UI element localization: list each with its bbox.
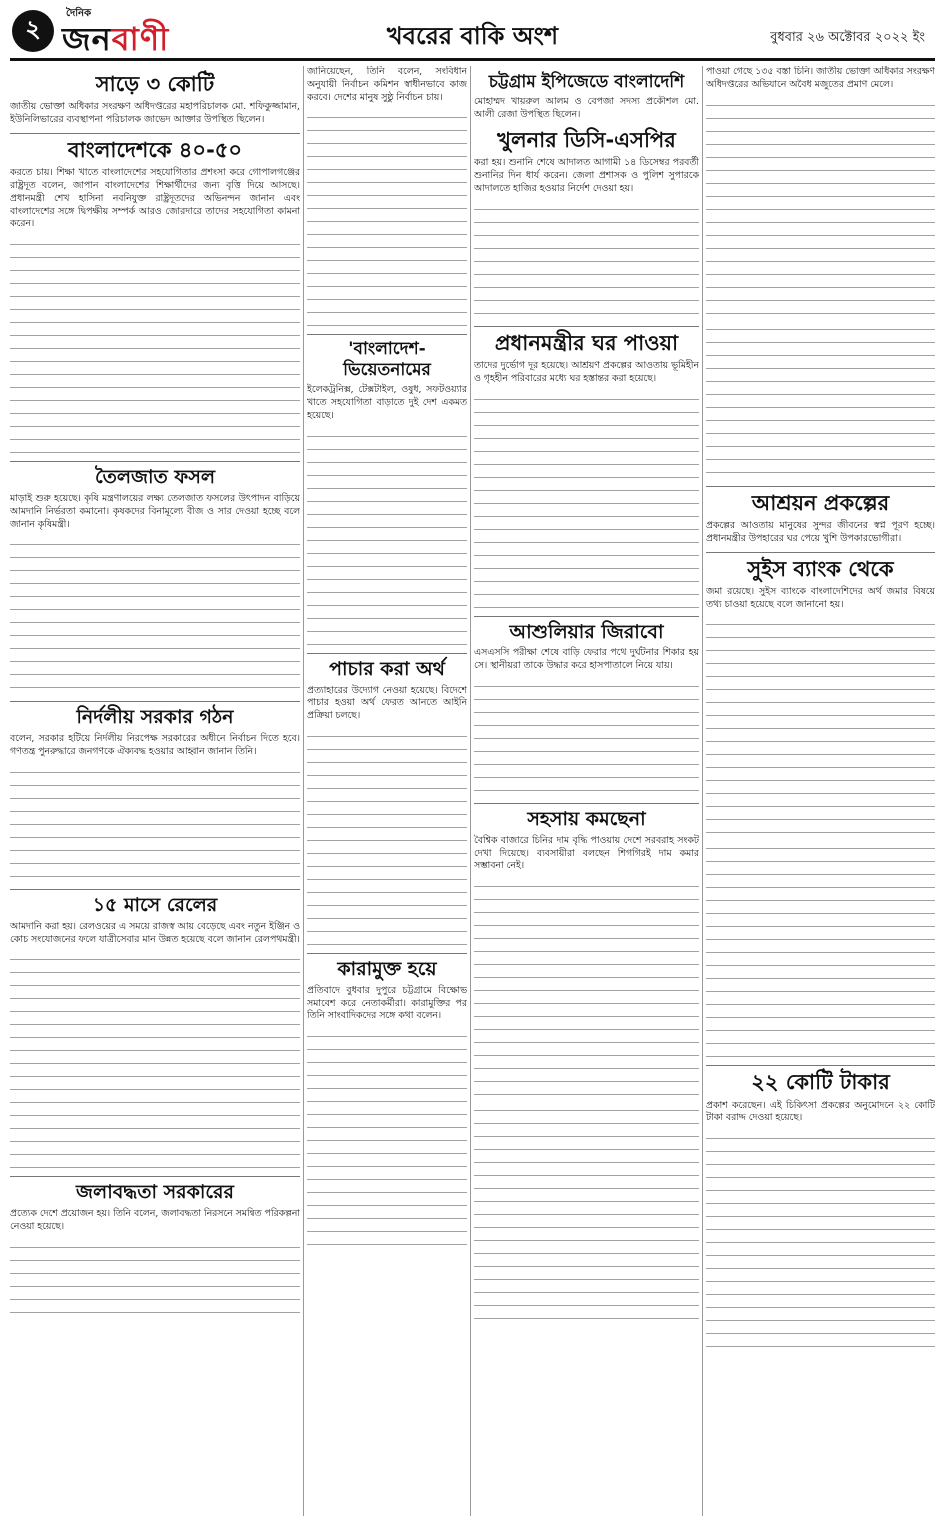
- article-text-block: [706, 320, 935, 480]
- article-body: বলেন, সরকার হটিয়ে নির্দলীয় নিরপেক্ষ সরকারের অধীনে নির্বাচন দিতে হবে। গণতন্ত্র পুনরুদ্ধারে জনগণকে ঐক্যবদ্ধ হওয়ার আহ্বান জানান তিনি।: [10, 733, 300, 758]
- article-text-block: [10, 235, 300, 455]
- article-body: এসএসসি পরীক্ষা শেষে বাড়ি ফেরার পথে দুর্ঘটনার শিকার হয় সে। স্থানীয়রা তাকে উদ্ধার করে হাসপাতালে নিয়ে যায়।: [474, 647, 699, 672]
- article-text-block: [474, 877, 699, 1097]
- article-body: প্রতিবাদে বুধবার দুপুরে চট্টগ্রামে বিক্ষোভ সমাবেশ করে নেতাকর্মীরা। কারামুক্তির পর তিনি সাংবাদিকদের সঙ্গে কথা বলেন।: [307, 984, 467, 1022]
- dateline: বুধবার ২৬ অক্টোবর ২০২২ ইং: [770, 30, 925, 45]
- article-text-block: [10, 535, 300, 695]
- logo-part-2: বাণী: [111, 20, 170, 58]
- article-headline: সাড়ে ৩ কোটি: [95, 72, 215, 96]
- article-body: প্রকাশ করেছেন। এই চিকিৎসা প্রকল্পের অনুমোদনে ২২ কোটি টাকা বরাদ্দ দেওয়া হয়েছে।: [706, 1099, 935, 1124]
- article-body: জানিয়েছেন, তিনি বলেন, সংবিধান অনুযায়ী নির্বাচন কমিশন স্বাধীনভাবে কাজ করবে। দেশের মানুষ সুষ্ঠু নির্বাচন চায়।: [307, 66, 467, 103]
- article-headline: ১৫ মাসে রেলের: [10, 889, 300, 917]
- article: [10, 72, 300, 127]
- article: [474, 128, 699, 320]
- article-text-block: [10, 763, 300, 883]
- article-text-block: [307, 427, 467, 647]
- article-headline: ২২ কোটি টাকার: [706, 1065, 935, 1095]
- brand-prefix: দৈনিক: [66, 8, 92, 19]
- article: [706, 1065, 935, 1349]
- article-headline: আশ্রয়ন প্রকল্পের: [706, 486, 935, 516]
- article-body: প্রকল্পের আওতায় মানুষের সুন্দর জীবনের স্বপ্ন পূরণ হচ্ছে। প্রধানমন্ত্রীর উপহারের ঘর পেয়ে খুশি উপকারভোগীরা।: [706, 519, 935, 544]
- article-body: জাতীয় ভোক্তা অধিকার সংরক্ষণ অধিদপ্তরের মহাপরিচালক মো. শফিকুজ্জামান, ইউনিলিভারের ব্যবস্থাপনা পরিচালক জাভেদ আক্তার উপস্থিত ছিলেন।: [10, 101, 300, 126]
- article: [307, 953, 467, 1247]
- article: [307, 334, 467, 646]
- column-1: [10, 66, 300, 1516]
- article-headline: পাচার করা অর্থ: [307, 653, 467, 681]
- article-headline: জলাবদ্ধতা সরকারের: [10, 1176, 300, 1204]
- article-body: প্রত্যাহারের উদ্যোগ নেওয়া হয়েছে। বিদেশে পাচার হওয়া অর্থ ফেরত আনতে আইনি প্রক্রিয়া চলছে।: [307, 684, 467, 722]
- article-headline: কারামুক্ত হয়ে: [307, 953, 467, 981]
- article-headline: সুইস ব্যাংক থেকে: [706, 552, 935, 582]
- article-text-block: [474, 1101, 699, 1321]
- article: [10, 133, 300, 455]
- column-divider: [702, 66, 703, 1516]
- article-headline: বাংলাদেশকে ৪০-৫০: [10, 133, 300, 163]
- article-headline: 'বাংলাদেশ-ভিয়েতনামের: [307, 334, 467, 380]
- article-headline: চট্টগ্রাম ইপিজেডে বাংলাদেশি: [488, 72, 685, 92]
- article-headline: আশুলিয়ার জিরাবো: [474, 616, 699, 644]
- column-divider: [470, 66, 471, 1516]
- article-body: করা হয়। শুনানি শেষে আদালত আগামী ১৪ ডিসেম্বর পরবর্তী শুনানির দিন ধার্য করেন। জেলা প্রশাসক ও পুলিশ সুপারকে আদালতে হাজির হওয়ার নির্দেশ দেওয়া হয়।: [474, 157, 699, 194]
- article-body: জমা রয়েছে। সুইস ব্যাংকে বাংলাদেশিদের অর্থ জমার বিষয়ে তথ্য চাওয়া হয়েছে বলে জানানো হয়।: [706, 585, 935, 610]
- article: [10, 1176, 300, 1317]
- article-headline: নির্দলীয় সরকার গঠন: [10, 701, 300, 729]
- article-text-block: [307, 727, 467, 947]
- column-4: [706, 66, 935, 1516]
- column-3: [474, 66, 699, 1516]
- article-text-block: [706, 96, 935, 316]
- page-number: ২: [12, 10, 54, 52]
- article: [706, 486, 935, 546]
- masthead: [0, 0, 945, 60]
- article-body: মোহাম্মদ খায়রুল আলম ও বেপজা সদস্য প্রকৌশল মো. আলী রেজা উপস্থিত ছিলেন।: [474, 96, 699, 121]
- article-body: ইলেকট্রনিক্স, টেক্সটাইল, ওষুধ, সফটওয়্যার খাতে সহযোগিতা বাড়াতে দুই দেশ একমত হয়েছে।: [307, 384, 467, 421]
- article-headline: খুলনার ডিসি-এসপির: [497, 128, 676, 153]
- article: [474, 72, 699, 122]
- article: [10, 889, 300, 1170]
- article-text-block: [474, 677, 699, 797]
- logo-part-1: জন: [62, 20, 112, 58]
- article: [10, 461, 300, 695]
- column-divider: [303, 66, 304, 1516]
- article: [706, 66, 935, 480]
- masthead-rule: [10, 58, 935, 61]
- article-body: করতে চায়। শিক্ষা খাতে বাংলাদেশের সহযোগিতার প্রশংসা করে গোপালগঞ্জের রাষ্ট্রদূত বলেন, জাপান বাংলাদেশের শিক্ষার্থীদের জন্য বৃত্তি দিয়ে আসছে। প্রধানমন্ত্রী শেখ হাসিনা নবনিযুক্ত রাষ্ট্রদূতদের অভিনন্দন জানান এবং বাংলাদেশের সঙ্গে দ্বিপক্ষীয় সম্পর্ক আরও জোরদারে তাদের সহযোগিতা কামনা করেন।: [10, 167, 300, 230]
- article-text-block: [706, 615, 935, 835]
- article-text-block: [706, 1129, 935, 1349]
- article: [474, 326, 699, 610]
- article-text-block: [706, 839, 935, 1059]
- article-text-block: [10, 950, 300, 1170]
- article: [706, 552, 935, 1060]
- article: [474, 616, 699, 797]
- article: [474, 803, 699, 1321]
- article: [307, 653, 467, 947]
- article-body: বৈশ্বিক বাজারে চিনির দাম বৃদ্ধি পাওয়ায় দেশে সরবরাহ সংকট দেখা দিয়েছে। ব্যবসায়ীরা বলছেন শিগগিরই দাম কমার সম্ভাবনা নেই।: [474, 834, 699, 872]
- article-text-block: [474, 390, 699, 610]
- article: [307, 66, 467, 328]
- column-2: [307, 66, 467, 1516]
- article-text-block: [307, 1027, 467, 1247]
- article-text-block: [307, 108, 467, 328]
- article-headline: তৈলজাত ফসল: [10, 461, 300, 489]
- article-text-block: [474, 200, 699, 320]
- article-body: মাড়াই শুরু হয়েছে। কৃষি মন্ত্রণালয়ের লক্ষ্য তেলজাত ফসলের উৎপাদন বাড়িয়ে আমদানি নির্ভরতা কমানো। কৃষকদের বিনামূল্যে বীজ ও সার দেওয়া হচ্ছে বলে জানান কৃষিমন্ত্রী।: [10, 492, 300, 530]
- article-body: প্রত্যেক দেশে প্রয়োজন হয়। তিনি বলেন, জলাবদ্ধতা নিরসনে সমন্বিত পরিকল্পনা নেওয়া হয়েছে।: [10, 1208, 300, 1232]
- section-title: খবরের বাকি অংশ: [386, 22, 559, 50]
- article-headline: প্রধানমন্ত্রীর ঘর পাওয়া: [474, 326, 699, 356]
- article-headline: সহসায় কমছেনা: [474, 803, 699, 831]
- article-body: পাওয়া গেছে ১৩৫ বস্তা চিনি। জাতীয় ভোক্তা অধিকার সংরক্ষণ অধিদপ্তরের অভিযানে অবৈধ মজুতের প্রমাণ মেলে।: [706, 66, 935, 90]
- article-body: তাদের দুর্ভোগ দূর হয়েছে। আশ্রয়ণ প্রকল্পের আওতায় ভূমিহীন ও গৃহহীন পরিবারের মধ্যে ঘর হস্তান্তর করা হয়েছে।: [474, 359, 699, 384]
- article-text-block: [10, 1238, 300, 1318]
- article: [10, 701, 300, 882]
- article-body: আমদানি করা হয়। রেলওয়ের এ সময়ে রাজস্ব আয় বেড়েছে এবং নতুন ইঞ্জিন ও কোচ সংযোজনের ফলে যাত্রীসেবার মান উন্নত হয়েছে বলে জানান রেলপথমন্ত্রী।: [10, 920, 300, 945]
